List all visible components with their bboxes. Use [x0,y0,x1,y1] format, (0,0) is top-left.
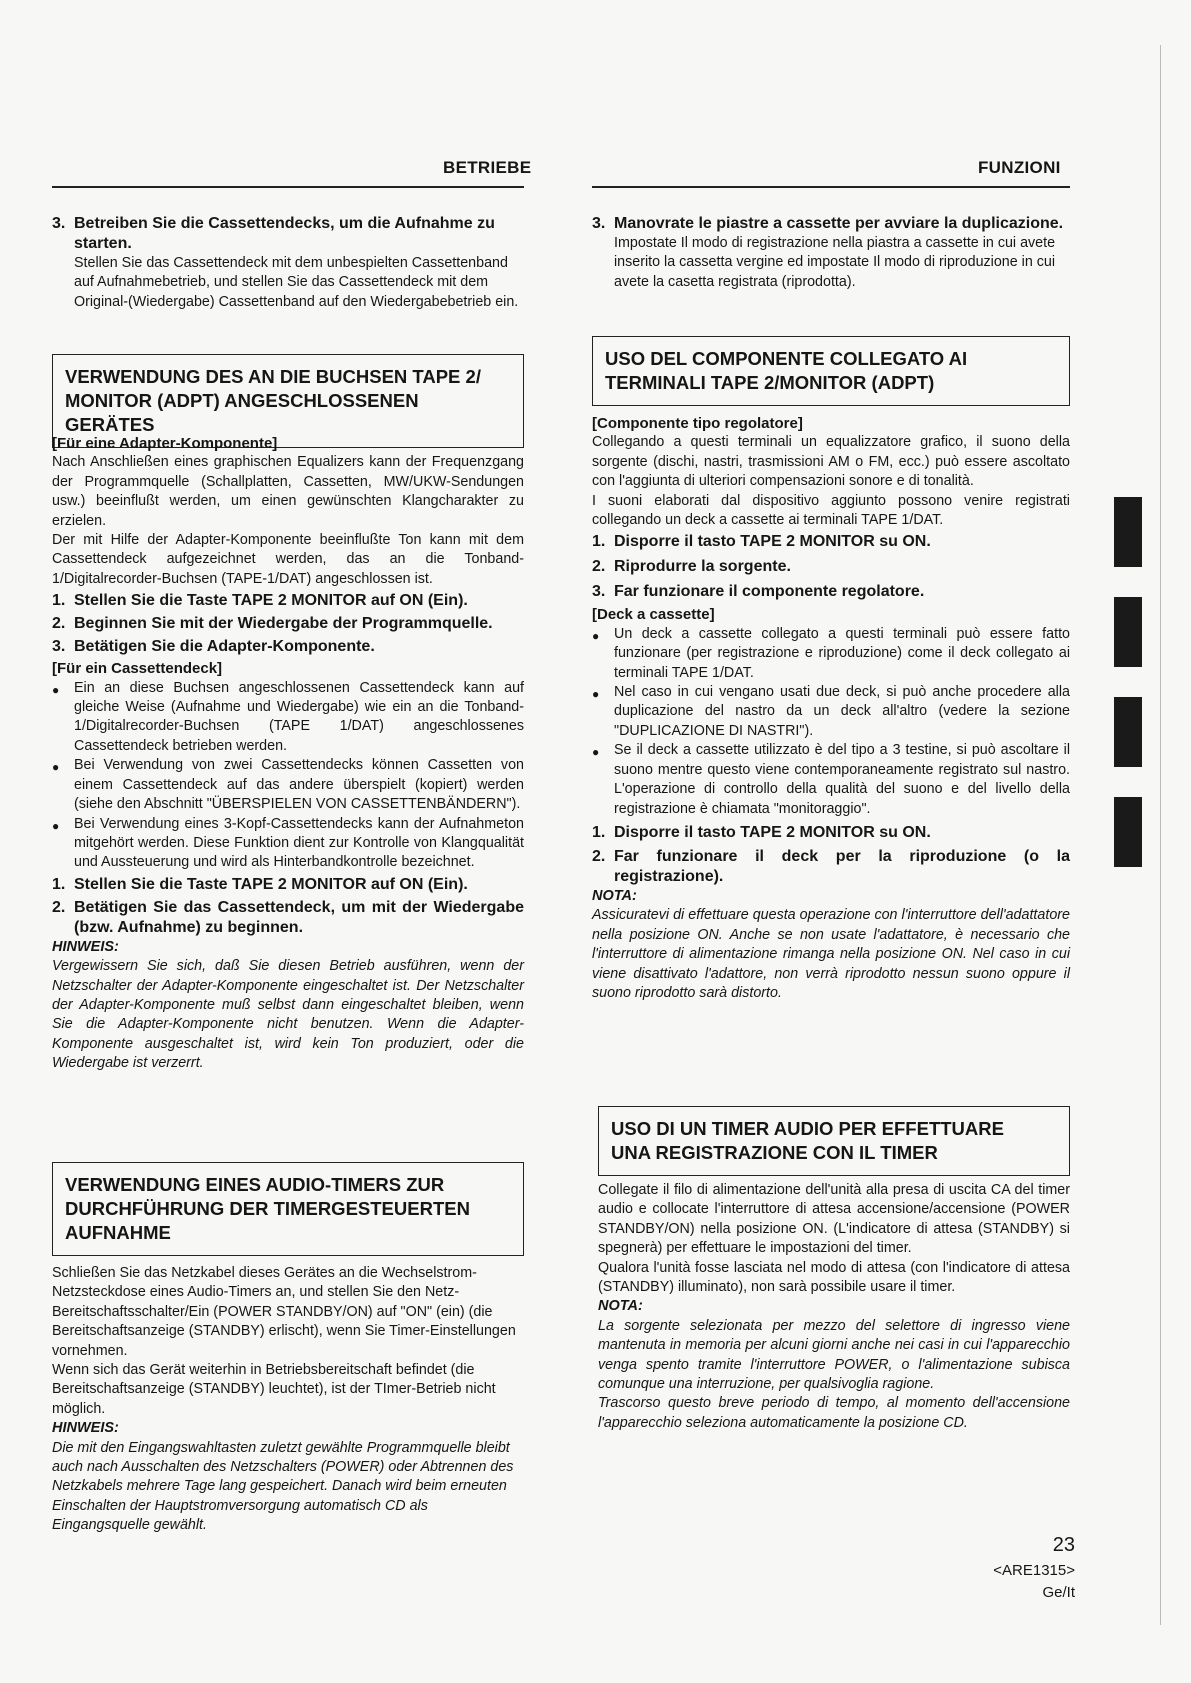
step-number: 2. [52,898,66,916]
section-header-right: FUNZIONI [978,158,1061,177]
step-text: Riprodurre la sorgente. [614,558,791,576]
step-number: 1. [592,533,606,551]
regulator-section [592,414,1070,1003]
regulator-paragraph: Collegando a questi terminali un equalizzatore grafico, il suono della sorgente (dischi, nastri, trasmissioni AM o FM, ecc.) può essere ascoltato con l'aggiunta di ulteriori compensazioni sonore e di tonalità. [592,434,1070,490]
step-number: 3. [592,215,606,232]
header-rule [52,186,524,188]
step3-block [592,214,1070,292]
step-text: Far funzionare il componente regolatore. [614,583,925,601]
section-title-box [52,1162,524,1256]
side-tab-marker-1 [1114,497,1142,567]
step-text: Stellen Sie die Taste TAPE 2 MONITOR auf ON (Ein). [74,592,468,610]
section-title-line: UNA REGISTRAZIONE CON IL TIMER [611,1142,938,1163]
section-title-line: USO DI UN TIMER AUDIO PER EFFETTUARE [611,1118,1004,1139]
note-text: La sorgente selezionata per mezzo del selettore di ingresso viene mantenuta in memoria per alcuni giorni anche nei casi in cui l'apparecchio venga spento tramite l'interruttore POWER, o l'alimentazione subisca comunque una interruzione, per qualsivoglia ragione. [598,1317,1070,1393]
deck-heading: [Für ein Cassettendeck] [52,660,223,678]
bullet-icon: ● [52,818,60,833]
timer-section [52,1264,524,1536]
bullet-icon: ● [592,628,600,643]
step-number: 3. [52,215,66,232]
step-number: 3. [52,638,66,656]
step3-title: Betreiben Sie die Cassettendecks, um die Aufnahme zu starten. [74,215,495,252]
document-code: <ARE1315> [993,1562,1075,1579]
note-heading: HINWEIS: [52,938,119,955]
section-title-line: USO DEL COMPONENTE COLLEGATO AI [605,348,968,369]
timer-paragraph: Schließen Sie das Netzkabel dieses Gerätes an die Wechselstrom-Netzsteckdose eines Audio-Timers an, und stellen Sie den Netz-Bereitschaftsschalter/Ein (POWER STANDBY/ON) auf "ON" (ein) (die Bereitschaftsanzeige (STANDBY) erlischt), wenn Sie Timer-Einstellungen vornehmen. [52,1265,516,1359]
section-title-line: MONITOR (ADPT) ANGESCHLOSSENEN GERÄTES [65,390,419,435]
timer-paragraph: Collegate il filo di alimentazione dell'unità alla presa di uscita CA del timer audio e collocate l'interruttore di attesa accensione/accensione (POWER STANDBY/ON) nella posizione ON. (L'indicatore di attesa (STANDBY) si spegnerà) per effettuare le impostazioni del timer. [598,1182,1070,1257]
language-code: Ge/It [1042,1584,1075,1601]
adapter-paragraph: Nach Anschließen eines graphischen Equalizers kann der Frequenzgang der Programmquelle (Schallplatten, Cassetten, MW/UKW-Sendungen usw.) beeinflußt werden, um einen gewünschten Klangcharakter zu erzielen. [52,454,524,529]
step-number: 1. [52,875,66,893]
page-edge-line [1160,45,1161,1625]
header-rule [592,186,1070,188]
step-text: Disporre il tasto TAPE 2 MONITOR su ON. [614,823,931,841]
step-number: 3. [592,583,606,601]
step3-body: Stellen Sie das Cassettendeck mit dem unbespielten Cassettenband auf Aufnahmebetrieb, und stellen Sie das Cassettendeck mit dem Original-(Wiedergabe) Cassettenband auf den Wiedergabebetrieb ein. [74,255,519,310]
note-text: Trascorso questo breve periodo di tempo, al momento dell'accensione l'apparecchio seleziona automaticamente la posizione CD. [598,1395,1070,1431]
step3-block [52,214,524,312]
regulator-paragraph: I suoni elaborati dal dispositivo aggiunto possono venire registrati collegando un deck a cassette ai terminali TAPE 1/DAT. [592,492,1070,529]
bullet-text: Ein an diese Buchsen angeschlossenen Cassettendeck kann auf gleiche Weise (Aufnahme und Wiedergabe) wie ein an die Tonband-1/Digitalrecorder-Buchsen (TAPE 1/DAT) angeschlossenes Cassettendeck betrieben werden. [74,679,524,754]
side-tab-marker-4 [1114,797,1142,867]
section-title-line: VERWENDUNG EINES AUDIO-TIMERS ZUR [65,1174,445,1195]
section-title-box [598,1106,1070,1176]
bullet-text: Bei Verwendung von zwei Cassettendecks können Cassetten von einem Cassettendeck auf das andere überspielt (kopiert) werden (siehe den Abschnitt "ÜBERSPIELEN VON CASSETTENBÄNDERN"). [74,757,524,813]
section-title-line: VERWENDUNG DES AN DIE BUCHSEN TAPE 2/ [65,366,481,387]
timer-paragraph: Qualora l'unità fosse lasciata nel modo di attesa (con l'indicatore di attesa (STANDBY) illuminato), non sarà possibile usare il timer. [598,1259,1070,1296]
page-number: 23 [1052,1534,1075,1556]
section-title-line: DURCHFÜHRUNG DER TIMERGESTEUERTEN [65,1198,470,1219]
note-heading: NOTA: [598,1298,643,1315]
timer-paragraph: Wenn sich das Gerät weiterhin in Betriebsbereitschaft befindet (die Bereitschaftsanzeige (STANDBY) leuchtet), ist der TImer-Betrieb nicht möglich. [52,1362,496,1417]
note-heading: NOTA: [592,887,637,904]
adapter-paragraph: Der mit Hilfe der Adapter-Komponente beeinflußte Ton kann mit dem Cassettendeck aufgezeichnet werden, das an die Tonband-1/Digitalrecorder-Buchsen (TAPE-1/DAT) angeschlossen ist. [52,532,524,587]
note-text: Die mit den Eingangswahltasten zuletzt gewählte Programmquelle bleibt auch nach Ausschalten des Netzschalters (POWER) oder Abtrennen des Netzkabels mehrere Tage lang gespeichert. Danach wird beim erneuten Einschalten der Hauptstromversorgung automatisch CD als Eingangsquelle gewählt. [52,1439,514,1534]
step-number: 1. [52,592,66,610]
deck-heading: [Deck a cassette] [592,606,715,624]
step-text: Far funzionare il deck per la riproduzione (o la registrazione). [614,847,1070,885]
step-number: 1. [592,823,606,841]
section-title-box [592,336,1070,406]
adapter-section [52,434,524,1074]
step-text: Stellen Sie die Taste TAPE 2 MONITOR auf ON (Ein). [74,875,468,893]
bullet-icon: ● [52,760,60,775]
timer-section [598,1181,1070,1433]
bullet-text: Se il deck a cassette utilizzato è del tipo a 3 testine, si può ascoltare il suono mentre questo viene contemporaneamente registrato sul nastro. L'operazione di controllo della qualità del suono e del livello della registrazione è chiamata "monitoraggio". [614,742,1070,817]
note-text: Vergewissern Sie sich, daß Sie diesen Betrieb ausführen, wenn der Netzschalter der Adapter-Komponente eingeschaltet ist. Der Netzschalter der Adapter-Komponente muß selbst dann eingeschaltet bleiben, wenn Sie die Adapter-Komponente nicht benutzen. Wenn die Adapter-Komponente ausgeschaltet ist, wird kein Ton produziert, oder die Wiedergabe ist verzerrt. [52,958,524,1072]
regulator-heading: [Componente tipo regolatore] [592,415,803,432]
bullet-text: Bei Verwendung eines 3-Kopf-Cassettendecks kann der Aufnahmeton mitgehört werden. Diese Funktion dient zur Kontrolle von Klangqualität und Aussteuerung und wird als Hinterbandkontrolle bezeichnet. [74,815,524,871]
adapter-heading: [Für eine Adapter-Komponente] [52,435,278,452]
section-title-line: AUFNAHME [65,1222,171,1243]
section-title-line: TERMINALI TAPE 2/MONITOR (ADPT) [605,372,935,393]
bullet-text: Un deck a cassette collegato a questi terminali può essere fatto funzionare (per registrazione e riproduzione) come il deck collegato ai terminali TAPE 1/DAT. [614,625,1070,681]
step-number: 2. [52,615,66,633]
bullet-icon: ● [52,682,60,697]
step3-body: Impostate Il modo di registrazione nella piastra a cassette in cui avete inserito la cassetta vergine ed impostate Il modo di riproduzione in cui avete la casetta registrata (riprodotta). [614,235,1056,290]
bullet-text: Nel caso in cui vengano usati due deck, si può anche procedere alla duplicazione del nastro da un deck all'altro (vedere la sezione "DUPLICAZIONE DI NASTRI"). [614,684,1070,739]
side-tab-marker-2 [1114,597,1142,667]
step-text: Disporre il tasto TAPE 2 MONITOR su ON. [614,533,931,551]
side-tab-marker-3 [1114,697,1142,767]
bullet-icon: ● [592,745,600,760]
step-number: 2. [592,847,606,865]
step3-title: Manovrate le piastre a cassette per avviare la duplicazione. [614,215,1064,232]
step-text: Betätigen Sie das Cassettendeck, um mit der Wiedergabe (bzw. Aufnahme) zu beginnen. [74,898,524,936]
step-number: 2. [592,558,606,576]
note-heading: HINWEIS: [52,1420,119,1437]
note-text: Assicuratevi di effettuare questa operazione con l'interruttore dell'adattatore nella posizione ON. Anche se non usate l'adattatore, è necessario che l'interruttore di alimentazione rimanga nella posizione ON. Nel caso in cui viene disattivato l'adattore, non verrà riprodotto nessun suono oppure il suono riprodotto sarà distorto. [592,907,1070,1001]
step-text: Betätigen Sie die Adapter-Komponente. [74,638,375,656]
section-header-left: BETRIEBE [443,158,532,177]
step-text: Beginnen Sie mit der Wiedergabe der Programmquelle. [74,615,493,633]
bullet-icon: ● [592,687,600,702]
